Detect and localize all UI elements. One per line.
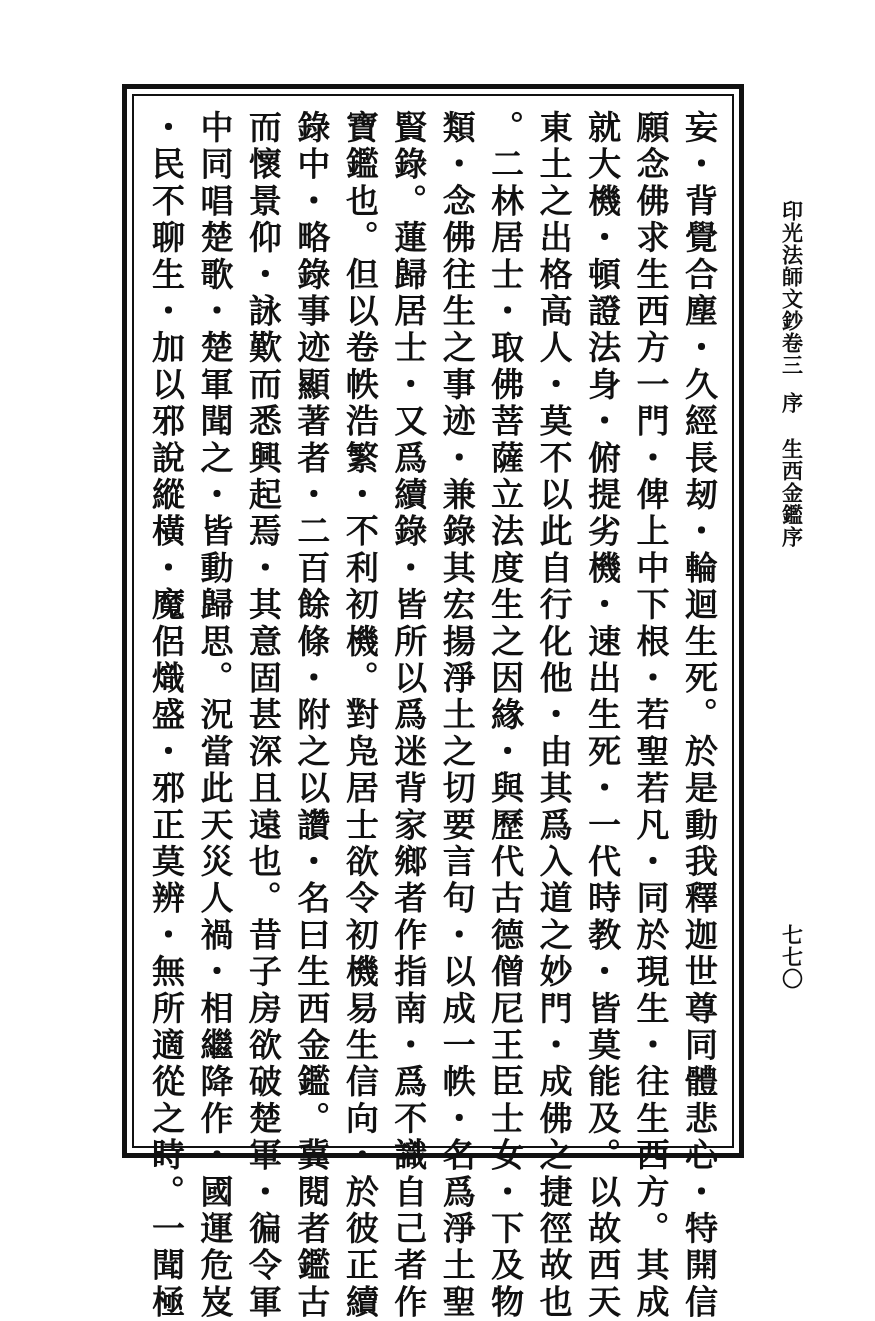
text-column: 妄・背覺合塵・久經長刼・輪迴生死。於是動我釋迦世尊同體悲心・特開信 bbox=[679, 110, 719, 1321]
page-number: 七七〇 bbox=[779, 924, 805, 990]
text-column: 就大機・頓證法身・俯提劣機・速出生死・一代時教・皆莫能及。以故西天 bbox=[583, 110, 623, 1321]
text-column: 賢錄。蓮歸居士・又爲續錄・皆所以爲迷背家鄉者作指南・爲不識自己者作 bbox=[389, 110, 429, 1321]
text-column: 。二林居士・取佛菩薩立法度生之因緣・與歷代古德僧尼王臣士女・下及物 bbox=[486, 110, 526, 1321]
text-column: 寶鑑也。但以卷帙浩繁・不利初機。對凫居士欲令初機易生信向・於彼正續 bbox=[340, 110, 380, 1321]
chapter-title: 生西金鑑序 bbox=[779, 438, 805, 548]
text-column: ・民不聊生・加以邪說縱橫・魔侶熾盛・邪正莫辨・無所適從之時。一聞極 bbox=[147, 110, 186, 1321]
text-column: 中同唱楚歌・楚軍聞之・皆動歸思。況當此天災人禍・相繼降作・國運危岌 bbox=[195, 110, 235, 1321]
section-label: 序 bbox=[779, 392, 805, 414]
text-column: 類・念佛往生之事迹・兼錄其宏揚淨土之切要言句・以成一帙・名爲淨土聖 bbox=[437, 110, 477, 1321]
text-column: 而懷景仰・詠歎而悉興起焉・其意固甚深且遠也。昔子房欲破楚軍・徧令軍 bbox=[243, 110, 283, 1321]
text-column: 願念佛求生西方一門・俾上中下根・若聖若凡・同於現生・往生西方。其成 bbox=[631, 110, 671, 1321]
text-column: 錄中・略錄事迹顯著者・二百餘條・附之以讚・名曰生西金鑑。冀閱者鑑古 bbox=[292, 110, 332, 1321]
book-title: 印光法師文鈔卷三 bbox=[779, 200, 805, 376]
text-column: 東土之出格高人・莫不以此自行化他・由其爲入道之妙門・成佛之捷徑故也 bbox=[534, 110, 574, 1321]
margin-header bbox=[772, 200, 812, 1100]
body-text bbox=[140, 102, 726, 1321]
